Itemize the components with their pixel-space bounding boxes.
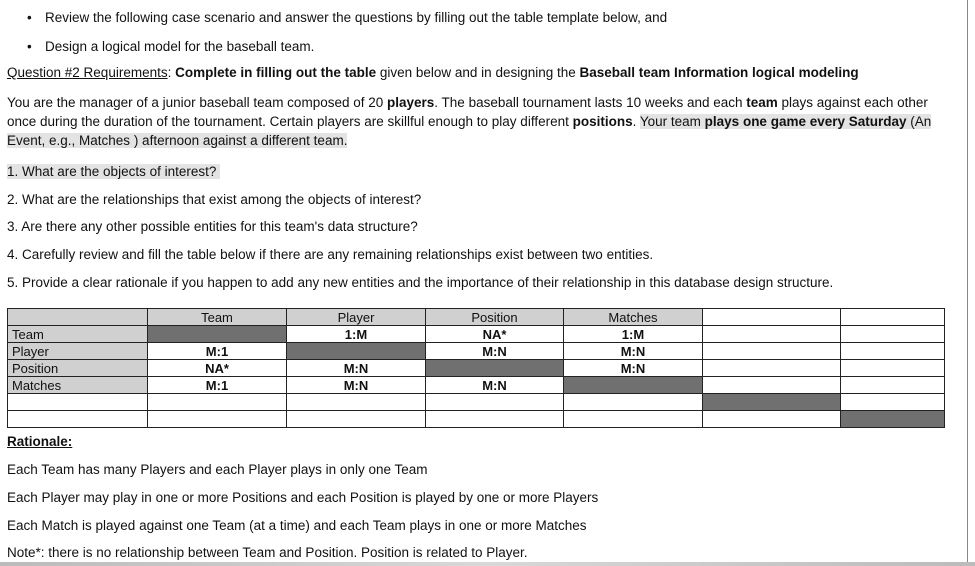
table-cell: M:N (564, 343, 703, 360)
row-label: Position (8, 360, 148, 377)
table-row (8, 326, 945, 343)
table-row (8, 411, 945, 428)
table-cell (703, 411, 841, 428)
table-cell (426, 411, 564, 428)
rationale-heading: Rationale: (7, 434, 73, 449)
table-cell (148, 411, 287, 428)
table-cell (564, 394, 703, 411)
table-cell (426, 394, 564, 411)
row-label: Team (8, 326, 148, 343)
requirements-line: Question #2 Requirements: Complete in filling out the table given below and in designing the Baseball team Information logical modeling (7, 65, 859, 80)
table-cell (564, 411, 703, 428)
table-cell (841, 343, 945, 360)
table-header-cell: Player (287, 309, 426, 326)
table-cell (703, 377, 841, 394)
table-cell: 1:M (564, 326, 703, 343)
table-cell (841, 377, 945, 394)
table-cell (841, 326, 945, 343)
table-header-cell: Matches (564, 309, 703, 326)
table-cell: M:N (564, 360, 703, 377)
question-3: 3. Are there any other possible entities for this team's data structure? (7, 219, 418, 234)
requirements-label: Question #2 Requirements (7, 65, 168, 80)
table-cell (148, 326, 287, 343)
row-label: Player (8, 343, 148, 360)
page-edge (967, 0, 968, 566)
table-cell: NA* (426, 326, 564, 343)
table-cell: M:N (426, 343, 564, 360)
table-cell (287, 394, 426, 411)
table-row (8, 377, 945, 394)
table-header-cell (703, 309, 841, 326)
table-cell (841, 411, 945, 428)
rationale-line: Each Match is played against one Team (at a time) and each Team plays in one or more Matches (7, 518, 587, 533)
row-label (8, 394, 148, 411)
table-cell: M:1 (148, 377, 287, 394)
question-1: 1. What are the objects of interest? (7, 164, 220, 179)
highlighted-text: Your team plays one game every Saturday (An Event, e.g., Matches ) afternoon against a different team. (7, 114, 932, 148)
question-4: 4. Carefully review and fill the table below if there are any remaining relationships exist between two entities. (7, 247, 654, 262)
table-cell: M:N (426, 377, 564, 394)
bullet-item: • Review the following case scenario and answer the questions by filling out the table template below, and (27, 10, 668, 25)
table-cell (841, 394, 945, 411)
rationale-note: Note*: there is no relationship between Team and Position. Position is related to Player. (7, 545, 528, 560)
table-cell: 1:M (287, 326, 426, 343)
table-header-cell: Team (148, 309, 287, 326)
row-label: Matches (8, 377, 148, 394)
bullet-item: • Design a logical model for the baseball team. (27, 39, 315, 54)
window-bottom-edge (0, 562, 975, 566)
table-cell (841, 360, 945, 377)
table-row (8, 360, 945, 377)
table-header-cell (841, 309, 945, 326)
table-cell (564, 377, 703, 394)
question-2: 2. What are the relationships that exist among the objects of interest? (7, 192, 422, 207)
table-cell: M:N (287, 377, 426, 394)
table-row (8, 394, 945, 411)
table-cell: M:1 (148, 343, 287, 360)
relationship-table (7, 308, 945, 428)
table-header-row (8, 309, 945, 326)
table-cell (287, 411, 426, 428)
question-5: 5. Provide a clear rationale if you happen to add any new entities and the importance of their relationship in this database design structure. (7, 275, 834, 290)
table-cell (287, 343, 426, 360)
table-row (8, 343, 945, 360)
table-cell (148, 394, 287, 411)
row-label (8, 411, 148, 428)
table-cell (703, 326, 841, 343)
table-cell: M:N (287, 360, 426, 377)
table-cell: NA* (148, 360, 287, 377)
table-cell (703, 360, 841, 377)
rationale-line: Each Team has many Players and each Player plays in only one Team (7, 462, 428, 477)
table-cell (703, 343, 841, 360)
table-cell (426, 360, 564, 377)
table-header-cell: Position (426, 309, 564, 326)
table-cell (703, 394, 841, 411)
case-scenario-paragraph: You are the manager of a junior baseball team composed of 20 players. The baseball tournament lasts 10 weeks and each team plays against each other once during the duration of the tournament. Certain players are skillful enough to play different positions. Your team plays one game every Saturday (An Event, e.g., Matches ) afternoon against a different team. (7, 95, 932, 148)
bullet-dot-icon: • (27, 39, 32, 54)
bullet-dot-icon: • (27, 10, 32, 25)
table-header-cell (8, 309, 148, 326)
rationale-line: Each Player may play in one or more Positions and each Position is played by one or more Players (7, 490, 599, 505)
